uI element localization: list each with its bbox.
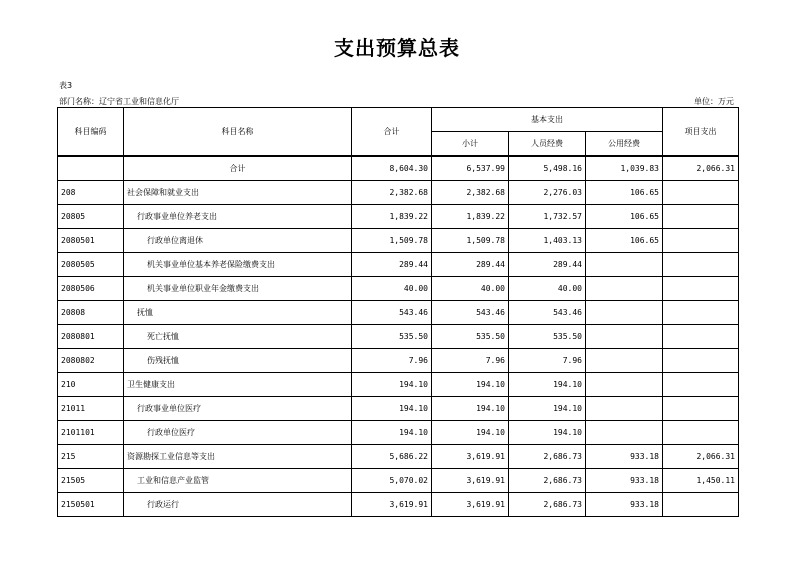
row-subtotal: 2,382.68 <box>432 181 509 205</box>
row-subtotal: 3,619.91 <box>432 445 509 469</box>
row-project: 1,450.11 <box>663 469 739 493</box>
row-name: 伤残抚恤 <box>124 349 352 373</box>
row-public: 933.18 <box>586 445 663 469</box>
table-row <box>58 277 739 301</box>
row-name: 行政单位离退休 <box>124 229 352 253</box>
row-code: 2080506 <box>58 277 124 301</box>
row-public <box>586 373 663 397</box>
row-personnel: 194.10 <box>509 421 586 445</box>
row-project <box>663 397 739 421</box>
row-name: 行政事业单位医疗 <box>124 397 352 421</box>
row-public: 106.65 <box>586 229 663 253</box>
row-personnel: 289.44 <box>509 253 586 277</box>
row-name: 工业和信息产业监管 <box>124 469 352 493</box>
row-personnel: 194.10 <box>509 397 586 421</box>
row-total: 1,509.78 <box>352 229 432 253</box>
table-row <box>58 181 739 205</box>
row-subtotal: 3,619.91 <box>432 469 509 493</box>
page-title: 支出预算总表 <box>334 36 460 60</box>
header-project: 项目支出 <box>663 108 739 157</box>
row-public: 106.65 <box>586 181 663 205</box>
row-name: 行政单位医疗 <box>124 421 352 445</box>
row-public <box>586 325 663 349</box>
row-subtotal: 1,509.78 <box>432 229 509 253</box>
row-personnel: 543.46 <box>509 301 586 325</box>
row-personnel: 2,686.73 <box>509 493 586 517</box>
total-personnel: 5,498.16 <box>509 156 586 181</box>
row-project <box>663 205 739 229</box>
total-row <box>58 156 739 181</box>
total-code-cell <box>58 156 124 181</box>
row-project <box>663 253 739 277</box>
table-row <box>58 253 739 277</box>
header-subtotal: 小计 <box>432 132 509 157</box>
table-row <box>58 301 739 325</box>
header-public: 公用经费 <box>586 132 663 157</box>
row-code: 20808 <box>58 301 124 325</box>
header-name: 科目名称 <box>124 108 352 157</box>
row-personnel: 7.96 <box>509 349 586 373</box>
row-code: 2101101 <box>58 421 124 445</box>
row-total: 194.10 <box>352 421 432 445</box>
table-row <box>58 229 739 253</box>
row-subtotal: 194.10 <box>432 373 509 397</box>
row-public <box>586 277 663 301</box>
row-project <box>663 277 739 301</box>
row-code: 2080802 <box>58 349 124 373</box>
row-subtotal: 7.96 <box>432 349 509 373</box>
row-personnel: 2,686.73 <box>509 445 586 469</box>
row-code: 21505 <box>58 469 124 493</box>
table-row <box>58 469 739 493</box>
row-name: 死亡抚恤 <box>124 325 352 349</box>
row-project <box>663 493 739 517</box>
unit-label: 单位：万元 <box>694 97 734 106</box>
total-project: 2,066.31 <box>663 156 739 181</box>
row-total: 40.00 <box>352 277 432 301</box>
row-subtotal: 40.00 <box>432 277 509 301</box>
row-total: 5,686.22 <box>352 445 432 469</box>
row-code: 208 <box>58 181 124 205</box>
table-row <box>58 445 739 469</box>
row-code: 2080501 <box>58 229 124 253</box>
row-name: 抚恤 <box>124 301 352 325</box>
row-code: 20805 <box>58 205 124 229</box>
row-subtotal: 289.44 <box>432 253 509 277</box>
row-subtotal: 543.46 <box>432 301 509 325</box>
row-code: 215 <box>58 445 124 469</box>
table-number: 表3 <box>59 81 73 90</box>
table-row <box>58 349 739 373</box>
row-name: 行政事业单位养老支出 <box>124 205 352 229</box>
row-public <box>586 349 663 373</box>
row-total: 3,619.91 <box>352 493 432 517</box>
row-total: 2,382.68 <box>352 181 432 205</box>
header-code: 科目编码 <box>58 108 124 157</box>
row-name: 卫生健康支出 <box>124 373 352 397</box>
row-project <box>663 349 739 373</box>
row-name: 机关事业单位职业年金缴费支出 <box>124 277 352 301</box>
row-subtotal: 535.50 <box>432 325 509 349</box>
row-total: 194.10 <box>352 373 432 397</box>
row-total: 535.50 <box>352 325 432 349</box>
row-project <box>663 301 739 325</box>
row-total: 289.44 <box>352 253 432 277</box>
row-total: 7.96 <box>352 349 432 373</box>
total-label: 合计 <box>124 156 352 181</box>
row-total: 194.10 <box>352 397 432 421</box>
row-personnel: 1,403.13 <box>509 229 586 253</box>
total-amount: 8,604.30 <box>352 156 432 181</box>
table-row <box>58 493 739 517</box>
table-row <box>58 421 739 445</box>
row-public <box>586 253 663 277</box>
total-public: 1,039.83 <box>586 156 663 181</box>
row-public <box>586 301 663 325</box>
row-name: 社会保障和就业支出 <box>124 181 352 205</box>
row-public: 933.18 <box>586 493 663 517</box>
department-label: 部门名称：辽宁省工业和信息化厅 <box>59 97 179 106</box>
row-personnel: 194.10 <box>509 373 586 397</box>
row-personnel: 535.50 <box>509 325 586 349</box>
row-subtotal: 194.10 <box>432 421 509 445</box>
table-row <box>58 373 739 397</box>
table-row <box>58 205 739 229</box>
row-code: 2080505 <box>58 253 124 277</box>
row-name: 资源勘探工业信息等支出 <box>124 445 352 469</box>
row-personnel: 2,686.73 <box>509 469 586 493</box>
row-code: 210 <box>58 373 124 397</box>
row-project <box>663 325 739 349</box>
row-public <box>586 421 663 445</box>
header-personnel: 人员经费 <box>509 132 586 157</box>
row-personnel: 1,732.57 <box>509 205 586 229</box>
row-public: 106.65 <box>586 205 663 229</box>
row-subtotal: 3,619.91 <box>432 493 509 517</box>
row-total: 5,070.02 <box>352 469 432 493</box>
row-personnel: 40.00 <box>509 277 586 301</box>
row-subtotal: 1,839.22 <box>432 205 509 229</box>
row-project <box>663 229 739 253</box>
row-code: 2080801 <box>58 325 124 349</box>
table-row <box>58 397 739 421</box>
header-basic: 基本支出 <box>432 108 663 132</box>
row-personnel: 2,276.03 <box>509 181 586 205</box>
row-project <box>663 421 739 445</box>
row-public <box>586 397 663 421</box>
table-row <box>58 325 739 349</box>
row-code: 21011 <box>58 397 124 421</box>
row-code: 2150501 <box>58 493 124 517</box>
budget-table <box>57 107 739 517</box>
row-total: 543.46 <box>352 301 432 325</box>
row-subtotal: 194.10 <box>432 397 509 421</box>
row-project <box>663 373 739 397</box>
row-project: 2,066.31 <box>663 445 739 469</box>
row-public: 933.18 <box>586 469 663 493</box>
row-total: 1,839.22 <box>352 205 432 229</box>
row-name: 行政运行 <box>124 493 352 517</box>
header-total: 合计 <box>352 108 432 157</box>
row-project <box>663 181 739 205</box>
total-subtotal: 6,537.99 <box>432 156 509 181</box>
row-name: 机关事业单位基本养老保险缴费支出 <box>124 253 352 277</box>
